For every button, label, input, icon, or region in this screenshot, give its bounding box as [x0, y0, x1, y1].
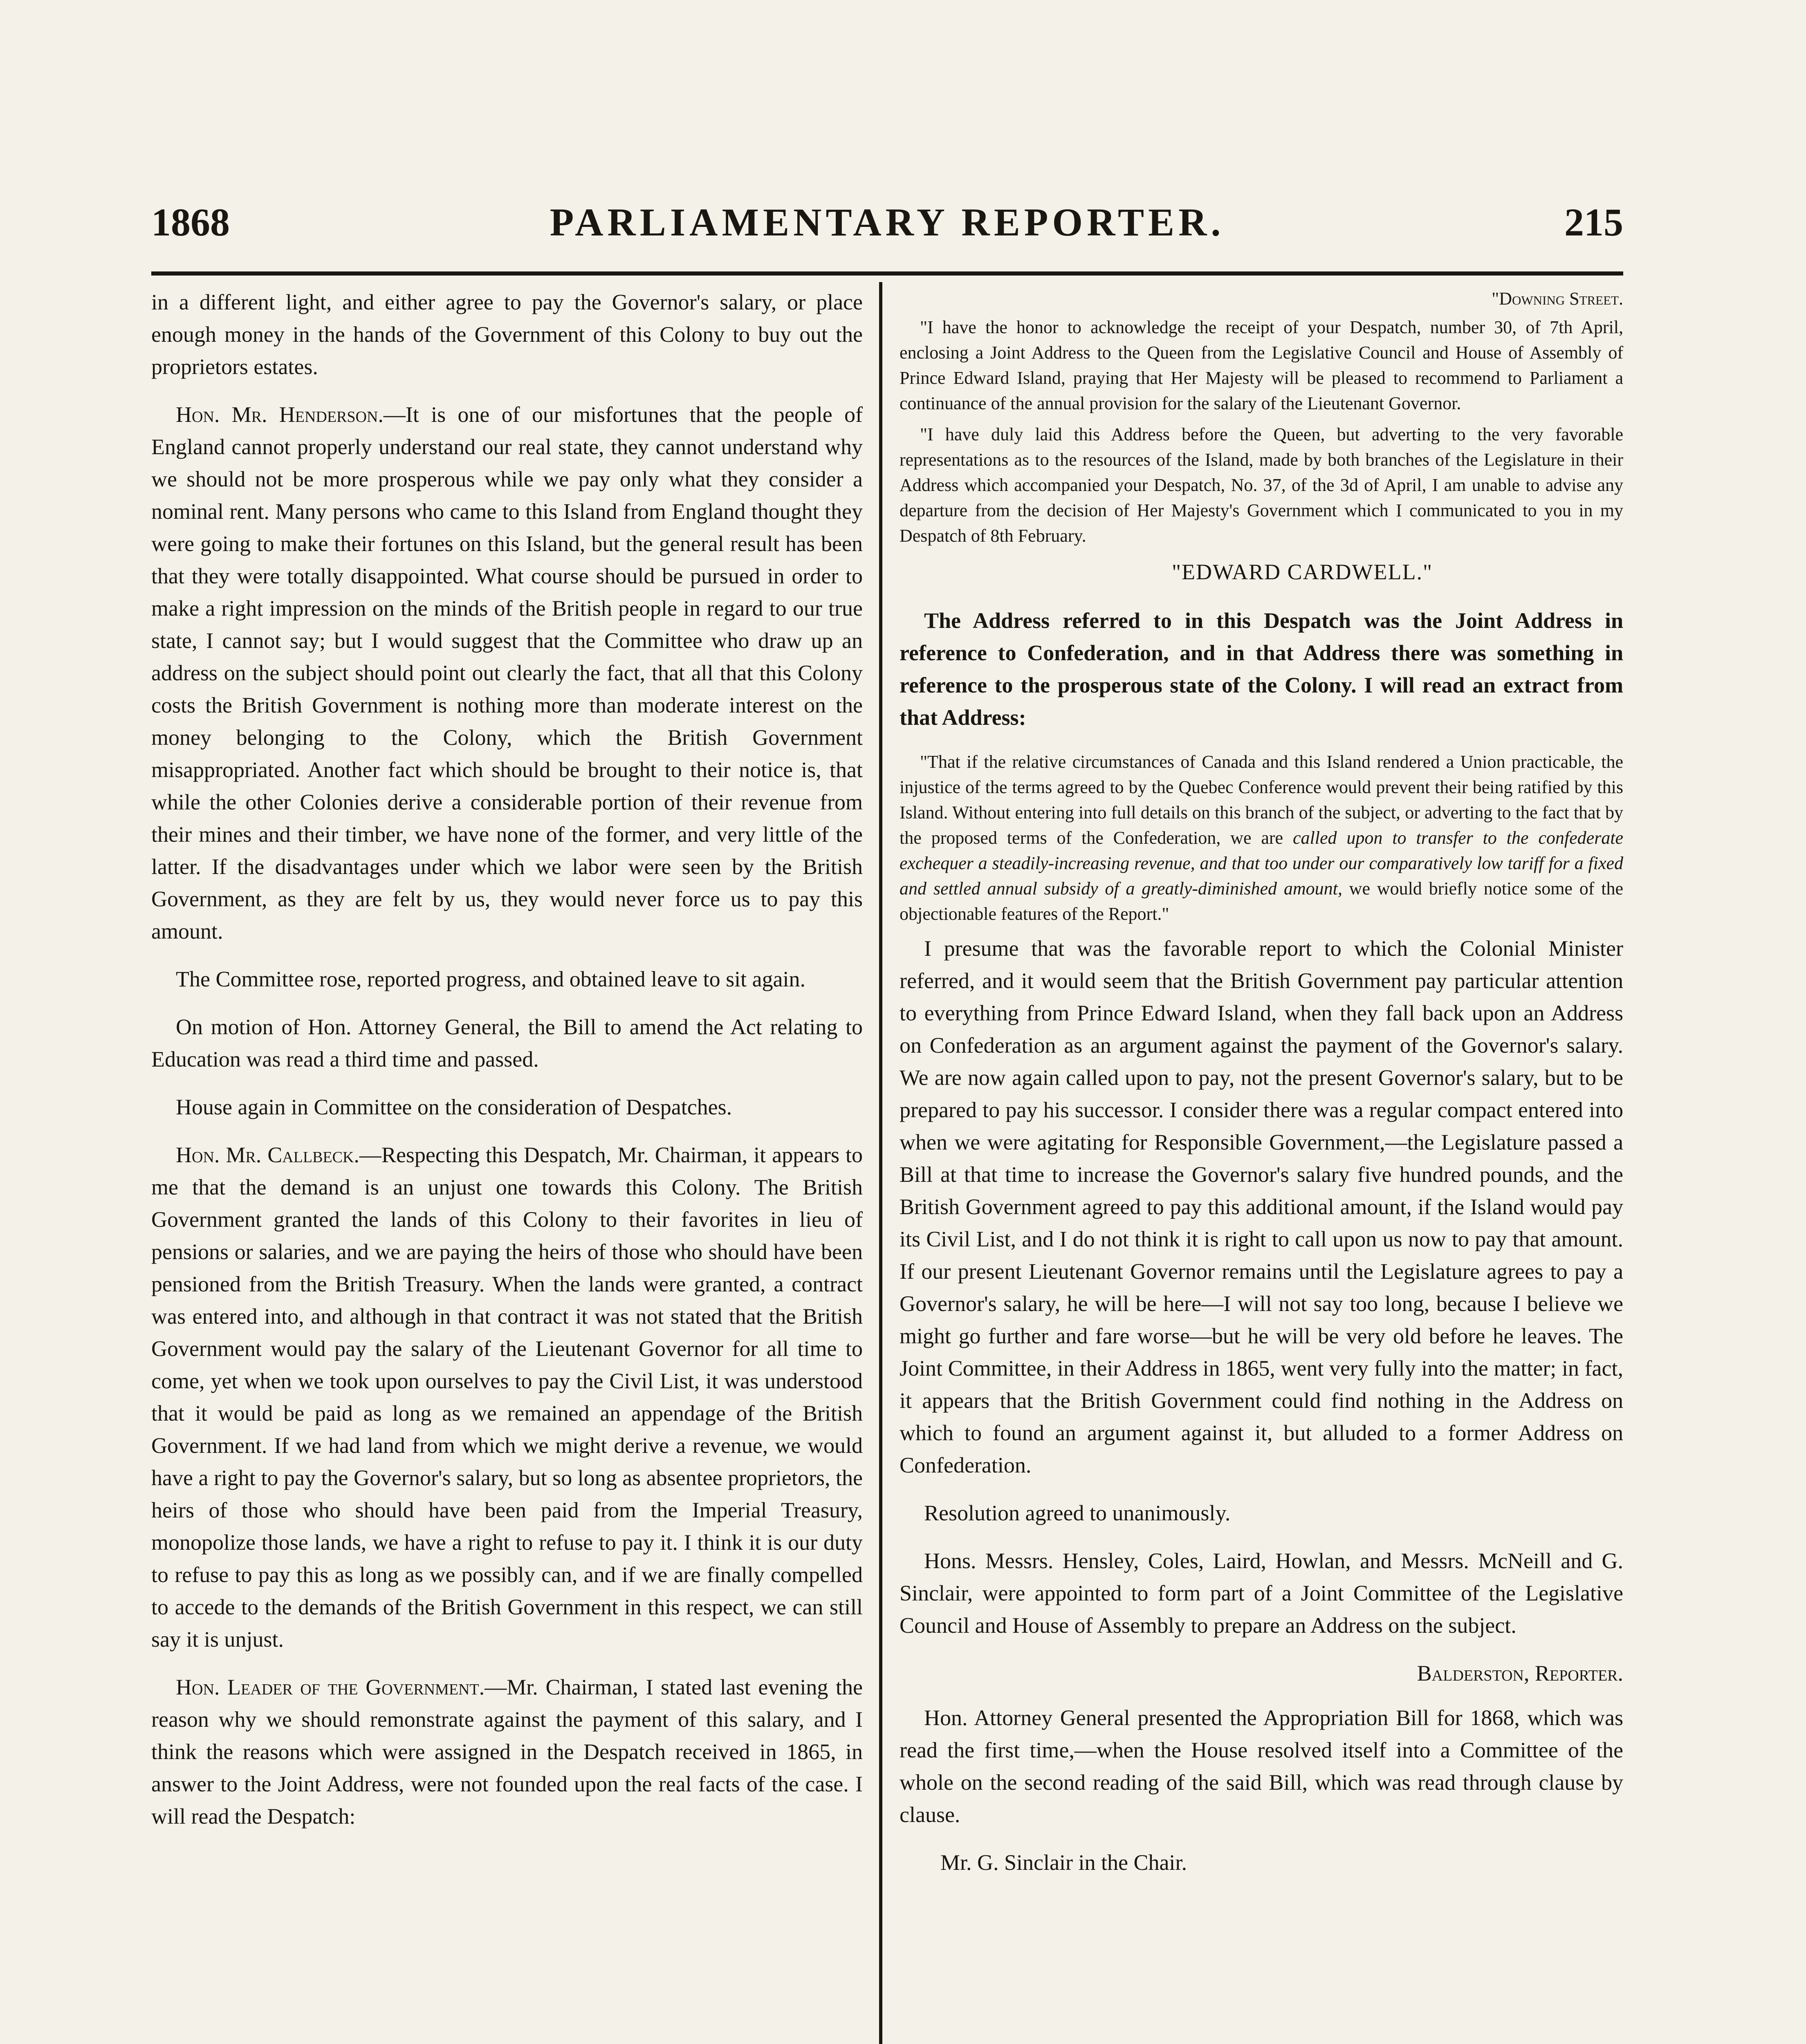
leader-text: —Mr. Chairman, I stated last evening the reason why we should remonstrate against the payment of this salary, and I think the reasons which were assigned in the Despatch received in 1865, in answer to the Joint Address, were not founded upon the real facts of the case. I will read the Despatch:: [151, 1675, 863, 1829]
address-extract-italic: called upon to transfer to the confederate exchequer a steadily-increasing revenue, and that too under our comparatively low tariff for a fixed and settled annual subsidy of a greatly-diminished amount,: [900, 828, 1623, 899]
left-column: [151, 286, 863, 2044]
speaker-callbeck: Hon. Mr. Callbeck.: [176, 1143, 359, 1167]
henderson-speech: [151, 399, 863, 948]
presume-paragraph: I presume that was the favorable report to which the Colonial Minister referred, and it would seem that the British Government pay particular attention to everything from Prince Edward Island, when they fall back upon an Address on Confederation as an argument against the payment of the Governor's salary. We are now again called upon to pay, not the present Governor's salary, but to be prepared to pay his successor. I consider there was a regular compact entered into when we were agitating for Responsible Government,—the Legislature passed a Bill at that time to increase the Governor's salary five hundred pounds, and the British Government agreed to pay this additional amount, if the Island would pay its Civil List, and I do not think it is right to call upon us now to pay that amount. If our present Lieutenant Governor remains until the Legislature agrees to pay a Governor's salary, he will be here—I will not say too long, because I believe we might go further and fare worse—but he will be very old before he leaves. The Joint Committee, in their Address in 1865, went very fully into the matter; in fact, it appears that the British Government could find nothing in the Address on which to found an argument against it, but alluded to a former Address on Confederation.: [900, 936, 1623, 1477]
address-extract-part-b: we would briefly notice some of the objectionable features of the Report.": [900, 879, 1623, 924]
committee-appointment-paragraph: Hons. Messrs. Hensley, Coles, Laird, Howlan, and Messrs. McNeill and G. Sinclair, were appointed to form part of a Joint Committee of the Legislative Council and House of Assembly to prepare an Address on the subject.: [900, 1549, 1623, 1638]
education-bill-paragraph: On motion of Hon. Attorney General, the Bill to amend the Act relating to Education was read a third time and passed.: [151, 1015, 863, 1071]
henderson-text: —It is one of our misfortunes that the people of England cannot properly understand our real state, they cannot understand why we should not be more prosperous while we pay only what they consider a nominal rent. Many persons who came to this Island from England thought they were going to make their fortunes on this Island, but the general result has been that they were totally disappointed. What course should be pursued in order to make a right impression on the minds of the British people in regard to our true state, I cannot say; but I would suggest that the Committee who draw up an address on the subject should point out clearly the fact, that all that this Colony costs the British Government is nothing more than moderate interest on the money belonging to the Colony, which the British Government misappropriated. Another fact which should be brought to their notice is, that while the other Colonies derive a considerable portion of their revenue from their mines and their timber, we have none of the former, and very little of the latter. If the disadvantages under which we labor were seen by the British Government, as they are felt by us, they would never force us to pay this amount.: [151, 402, 863, 944]
callbeck-speech: [151, 1139, 863, 1656]
despatch-signature: "EDWARD CARDWELL.": [1171, 560, 1433, 584]
column-divider: [879, 282, 882, 2044]
quote-heading: "Downing Street.: [1492, 289, 1623, 309]
header-page-number: 215: [1564, 200, 1623, 244]
address-extract: [900, 749, 1623, 927]
speaker-leader: Hon. Leader of the Government.: [176, 1675, 485, 1699]
despatch-quote-2: "I have duly laid this Address before the Queen, but adverting to the very favorable representations as to the resources of the Island, made by both branches of the Legislature in their Address which accompanied your Despatch, No. 37, of the 3d of April, I am unable to advise any departure from the decision of Her Majesty's Government which I communicated to you in my Despatch of 8th February.: [900, 424, 1623, 546]
header-rule: [151, 271, 1623, 276]
address-intro-paragraph: The Address referred to in this Despatch was the Joint Address in reference to Confederation, and in that Address there was something in reference to the prosperous state of the Colony. I will read an extract from that Address:: [900, 608, 1623, 730]
address-extract-part-a: "That if the relative circumstances of Canada and this Island rendered a Union practicable, the injustice of the terms agreed to by the Quebec Conference would prevent their being ratified by this Island. Without entering into full details on this branch of the subject, or adverting to the fact that by the proposed terms of the Confederation, we are: [900, 752, 1623, 848]
speaker-henderson: Hon. Mr. Henderson.: [176, 402, 384, 427]
reporter-credit: Balderston, Reporter.: [1417, 1661, 1623, 1685]
resolution-paragraph: Resolution agreed to unanimously.: [924, 1501, 1231, 1525]
despatches-paragraph: House again in Committee on the consideration of Despatches.: [176, 1095, 732, 1119]
page-header: [151, 199, 1623, 261]
header-title: PARLIAMENTARY REPORTER.: [550, 200, 1225, 244]
callbeck-text: —Respecting this Despatch, Mr. Chairman, it appears to me that the demand is an unjust one towards this Colony. The British Government granted the lands of this Colony to their favorites in lieu of pensions or salaries, and we are paying the heirs of those who should have been pensioned from the British Treasury. When the lands were granted, a contract was entered into, and although in that contract it was not stated that the British Government would pay the salary of the Lieutenant Governor for all time to come, yet when we took upon ourselves to pay the Civil List, it was understood that it would be paid as long as we remained an appendage of the British Government. If we had land from which we might derive a revenue, we would have a right to pay the Governor's salary, but so long as absentee proprietors, the heirs of those who should have been paid from the Imperial Treasury, monopolize those lands, we have a right to refuse to pay it. I think it is our duty to refuse to pay this as long as we possibly can, and if we are finally compelled to accede to the demands of the British Government in this respect, we can still say it is unjust.: [151, 1143, 863, 1652]
committee-rose-paragraph: The Committee rose, reported progress, and obtained leave to sit again.: [176, 967, 806, 991]
leader-speech: [151, 1671, 863, 1833]
header-year: 1868: [151, 200, 230, 244]
despatch-quote-1: "I have the honor to acknowledge the receipt of your Despatch, number 30, of 7th April, enclosing a Joint Address to the Queen from the Legislative Council and House of Assembly of Prince Edward Island, praying that Her Majesty will be pleased to recommend to Parliament a continuance of the annual provision for the salary of the Lieutenant Governor.: [900, 317, 1623, 413]
left-paragraph-1: in a different light, and either agree to pay the Governor's salary, or place enough money in the hands of the Government of this Colony to buy out the proprietors estates.: [151, 290, 863, 379]
chair-line: Mr. G. Sinclair in the Chair.: [940, 1850, 1187, 1875]
right-column: [900, 286, 1623, 2044]
appropriation-bill-paragraph: Hon. Attorney General presented the Appropriation Bill for 1868, which was read the first time,—when the House resolved itself into a Committee of the whole on the second reading of the said Bill, which was read through clause by clause.: [900, 1706, 1623, 1827]
